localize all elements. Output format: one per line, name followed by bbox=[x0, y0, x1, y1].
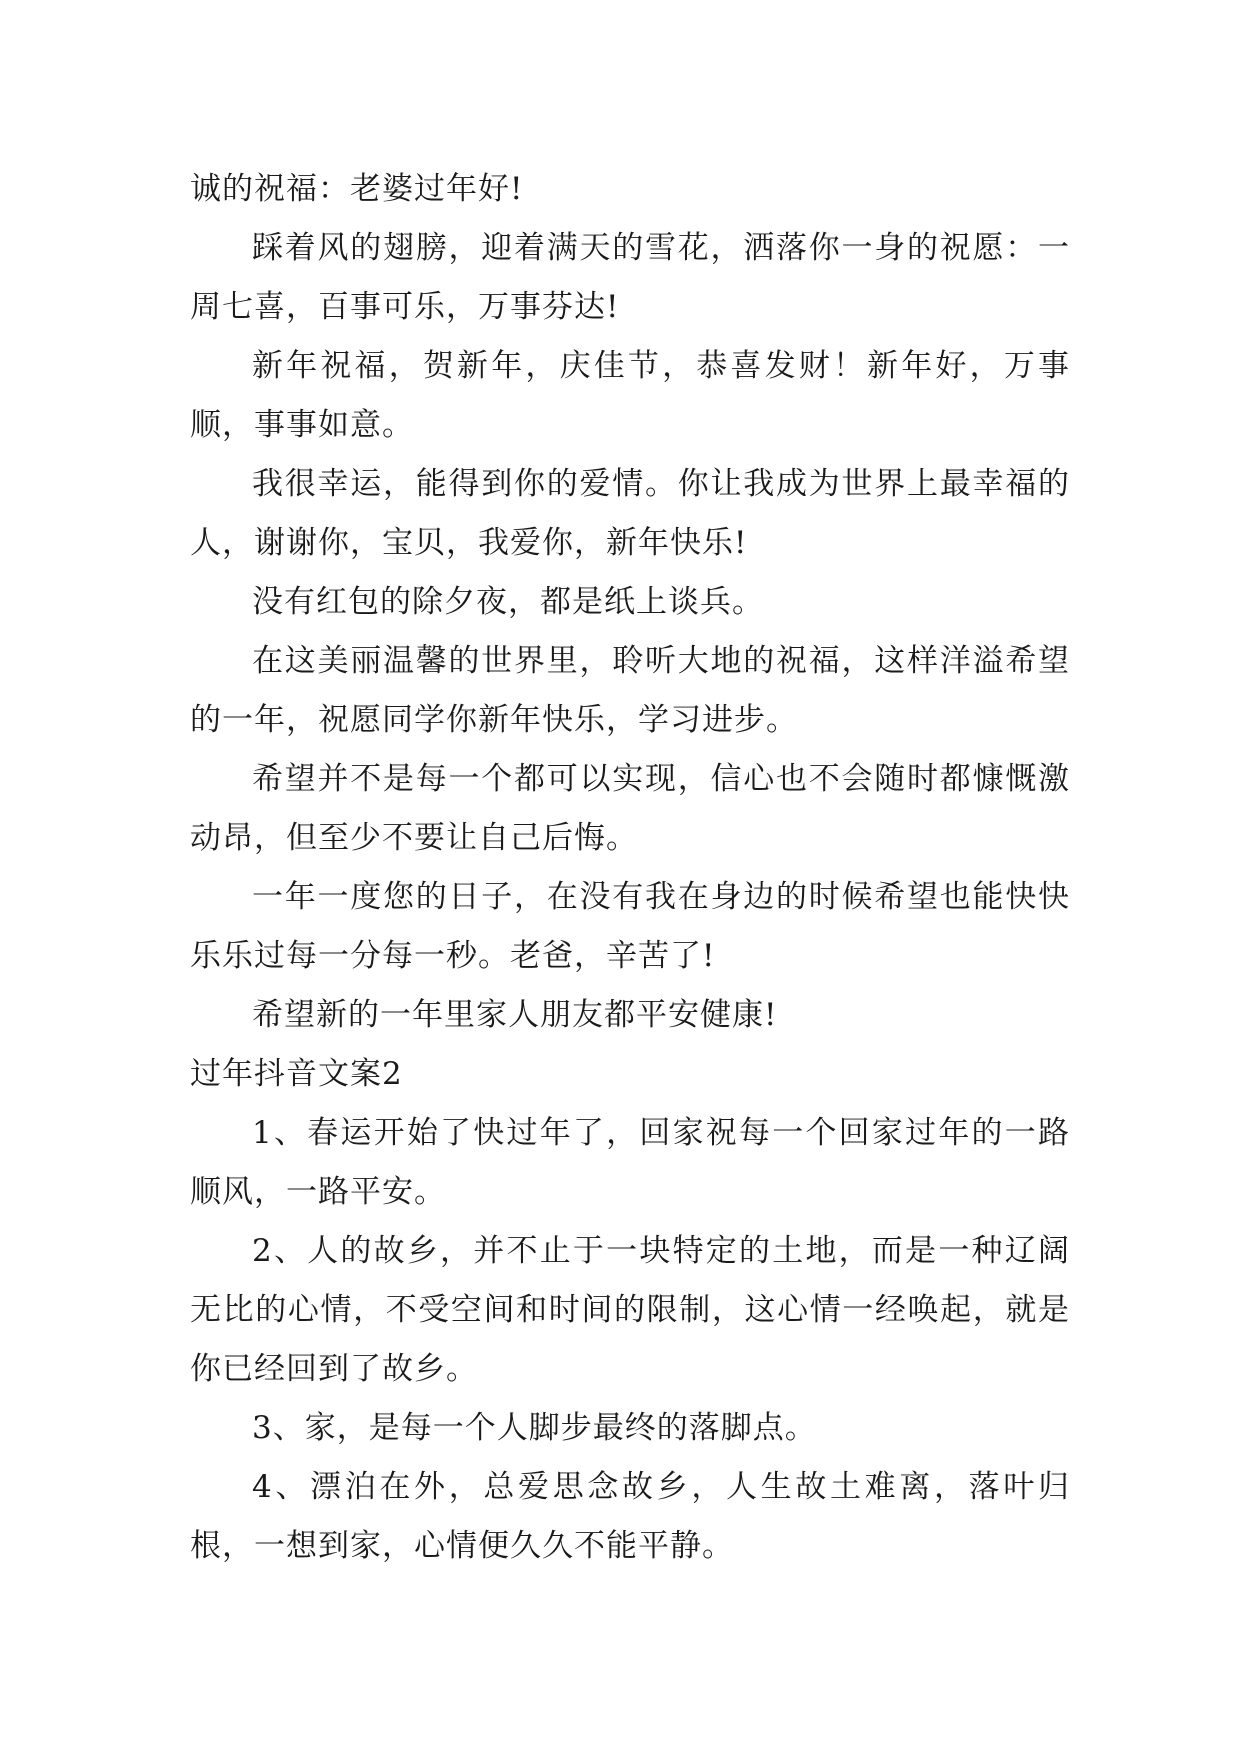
paragraph: 希望并不是每一个都可以实现，信心也不会随时都慷慨激动昂，但至少不要让自己后悔。 bbox=[190, 761, 1070, 856]
paragraph: 在这美丽温馨的世界里，聆听大地的祝福，这样洋溢希望的一年，祝愿同学你新年快乐，学习进步。 bbox=[190, 643, 1070, 738]
numbered-paragraph: 4、漂泊在外，总爱思念故乡，人生故土难离，落叶归根，一想到家，心情便久久不能平静。 bbox=[190, 1469, 1070, 1564]
numbered-paragraph: 3、家，是每一个人脚步最终的落脚点。 bbox=[252, 1410, 817, 1446]
paragraph: 没有红包的除夕夜，都是纸上谈兵。 bbox=[252, 584, 764, 620]
section-heading: 过年抖音文案2 bbox=[190, 1056, 403, 1092]
numbered-paragraph: 1、春运开始了快过年了，回家祝每一个回家过年的一路顺风，一路平安。 bbox=[190, 1115, 1070, 1210]
paragraph-continuation: 诚的祝福：老婆过年好! bbox=[190, 171, 524, 207]
paragraph: 新年祝福，贺新年，庆佳节，恭喜发财！新年好，万事顺，事事如意。 bbox=[190, 348, 1070, 443]
paragraph: 希望新的一年里家人朋友都平安健康! bbox=[252, 997, 778, 1033]
numbered-paragraph: 2、人的故乡，并不止于一块特定的土地，而是一种辽阔无比的心情，不受空间和时间的限制，这心情一经唤起，就是你已经回到了故乡。 bbox=[190, 1233, 1070, 1387]
paragraph: 踩着风的翅膀，迎着满天的雪花，洒落你一身的祝愿：一周七喜，百事可乐，万事芬达! bbox=[190, 230, 1070, 325]
paragraph: 我很幸运，能得到你的爱情。你让我成为世界上最幸福的人，谢谢你，宝贝，我爱你，新年快乐! bbox=[190, 466, 1070, 561]
paragraph: 一年一度您的日子，在没有我在身边的时候希望也能快快乐乐过每一分每一秒。老爸，辛苦了! bbox=[190, 879, 1070, 974]
document-body bbox=[190, 160, 1070, 1576]
